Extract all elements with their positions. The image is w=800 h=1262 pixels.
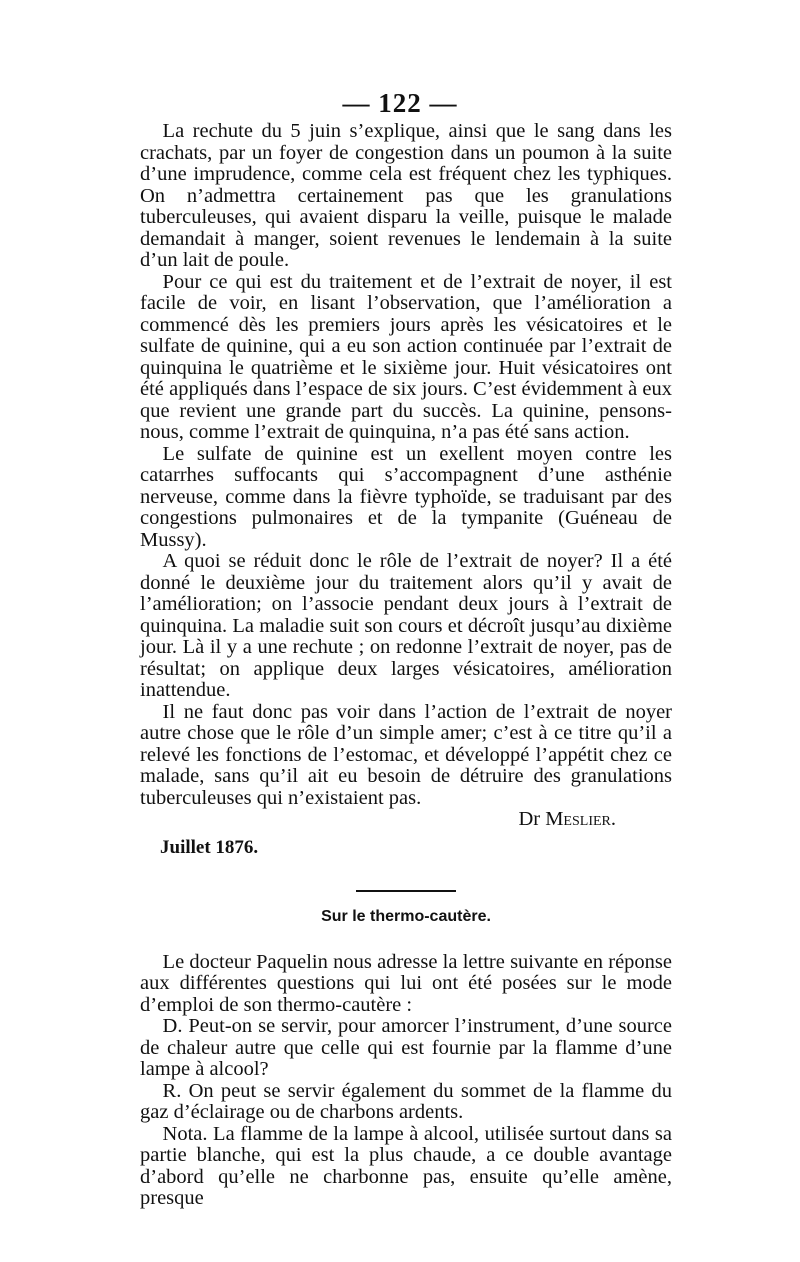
paragraph: La rechute du 5 juin s’explique, ainsi que le sang dans les crachats, par un foyer de congestion dans un poumon à la suite d’une imprudence, comme cela est fréquent chez les typhiques. On n’admettra certainement pas que les granulations tuberculeuses, qui avaient disparu la veille, puisque le malade demandait à manger, soient revenues le lendemain à la suite d’un lait de poule. — [140, 120, 672, 271]
paragraph: Pour ce qui est du traitement et de l’extrait de noyer, il est facile de voir, en lisant l’observation, que l’amélioration a commencé dès les premiers jours après les vésicatoires et le sulfate de quinine, qui a eu son action continuée par l’extrait de quinquina le quatrième et le sixième jour. Huit vésicatoires ont été appliqués dans l’espace de six jours. C’est évidemment à eux que revient une grande part du succès. La quinine, pensons-nous, comme l’extrait de quinquina, n’a pas été sans action. — [140, 270, 672, 443]
paragraph: D. Peut-on se servir, pour amorcer l’instrument, d’une source de chaleur autre que celle qui est fournie par la flamme d’une lampe à alcool? — [140, 1015, 672, 1080]
section-title: Sur le thermo-cautère. — [321, 908, 491, 925]
signature — [140, 809, 672, 831]
paragraph: Le docteur Paquelin nous adresse la lettre suivante en réponse aux différentes questions qui lui ont été posées sur le mode d’emploi de son thermo-cautère : — [140, 950, 672, 1016]
date-line: Juillet 1876. — [160, 836, 259, 858]
section-divider — [356, 890, 456, 892]
signature-prefix: Dr — [518, 808, 541, 830]
paragraph: Le sulfate de quinine est un exellent moyen contre les catarrhes suffocants qui s’accompagnent d’une asthénie nerveuse, comme dans la fièvre typhoïde, se traduisant par des congestions pulmonaires et de la tympanite (Guéneau de Mussy). — [140, 442, 672, 551]
page-body — [140, 121, 672, 1210]
page-number: — 122 — — [342, 88, 458, 118]
paragraph: Nota. La flamme de la lampe à alcool, utilisée surtout dans sa partie blanche, qui est la plus chaude, a ce double avantage d’abord qu’elle ne charbonne pas, ensuite qu’elle amène, presque — [140, 1122, 672, 1209]
paragraph: Il ne faut donc pas voir dans l’action de l’extrait de noyer autre chose que le rôle d’un simple amer; c’est à ce titre qu’il a relevé les fonctions de l’estomac, et développé l’appétit chez ce malade, sans qu’il ait eu besoin de détruire des granulations tuberculeuses qui n’existaient pas. — [140, 700, 672, 809]
paragraph: A quoi se réduit donc le rôle de l’extrait de noyer? Il a été donné le deuxième jour du traitement alors qu’il y avait de l’amélioration; on l’associe pendant deux jours à l’extrait de quinquina. La maladie suit son cours et décroît jusqu’au dixième jour. Là il y a une rechute ; on redonne l’extrait de noyer, pas de résultat; on applique deux larges vésicatoires, amélioration inattendue. — [140, 550, 672, 701]
signature-name: Meslier. — [545, 808, 616, 830]
paragraph: R. On peut se servir également du sommet de la flamme du gaz d’éclairage ou de charbons ardents. — [140, 1079, 672, 1123]
